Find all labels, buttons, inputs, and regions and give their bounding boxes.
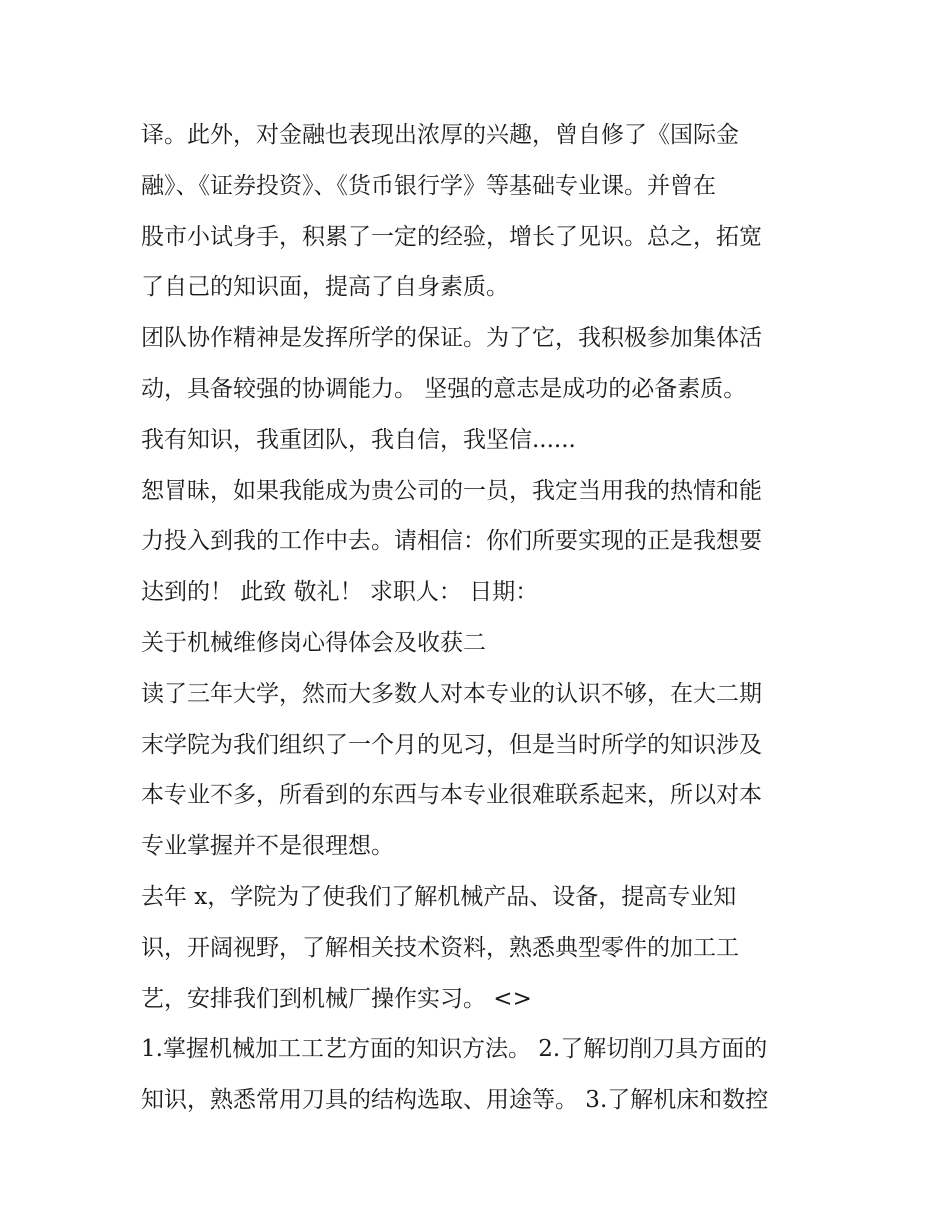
- text-line: 股市小试身手，积累了一定的经验，增长了见识。总之，拓宽: [141, 223, 762, 250]
- document-body: [141, 110, 821, 1126]
- text-line: 末学院为我们组织了一个月的见习，但是当时所学的知识涉及: [141, 731, 762, 758]
- text-line: 我有知识，我重团队，我自信，我坚信......: [141, 426, 576, 453]
- text-line: 恕冒昧，如果我能成为贵公司的一员，我定当用我的热情和能: [141, 477, 762, 504]
- text-line: 融》、《证券投资》、《货币银行学》等基础专业课。并曾在: [141, 172, 716, 199]
- text-line: 了自己的知识面，提高了自身素质。: [141, 274, 509, 301]
- text-line: 本专业不多，所看到的东西与本专业很难联系起来，所以对本: [141, 782, 762, 809]
- text-line: 团队协作精神是发挥所学的保证。为了它，我积极参加集体活: [141, 325, 762, 352]
- text-line: 1.掌握机械加工工艺方面的知识方法。 2.了解切削刀具方面的: [141, 1036, 768, 1063]
- text-line: 去年 x，学院为了使我们了解机械产品、设备，提高专业知: [141, 883, 737, 910]
- text-line: 译。此外，对金融也表现出浓厚的兴趣，曾自修了《国际金: [141, 122, 739, 148]
- text-line: 达到的！ 此致 敬礼！ 求职人： 日期：: [141, 579, 539, 606]
- section-heading: 关于机械维修岗心得体会及收获二: [141, 629, 486, 656]
- text-line: 艺，安排我们到机械厂操作实习。 <>: [141, 985, 532, 1012]
- text-line: 力投入到我的工作中去。请相信：你们所要实现的正是我想要: [141, 528, 762, 555]
- text-line: 读了三年大学，然而大多数人对本专业的认识不够，在大二期: [141, 680, 762, 707]
- text-line: 识，开阔视野，了解相关技术资料，熟悉典型零件的加工工: [141, 934, 739, 961]
- text-line: 知识，熟悉常用刀具的结构选取、用途等。 3.了解机床和数控: [141, 1087, 769, 1114]
- text-line: 专业掌握并不是很理想。: [141, 833, 394, 860]
- text-line: 动，具备较强的协调能力。 坚强的意志是成功的必备素质。: [141, 375, 747, 402]
